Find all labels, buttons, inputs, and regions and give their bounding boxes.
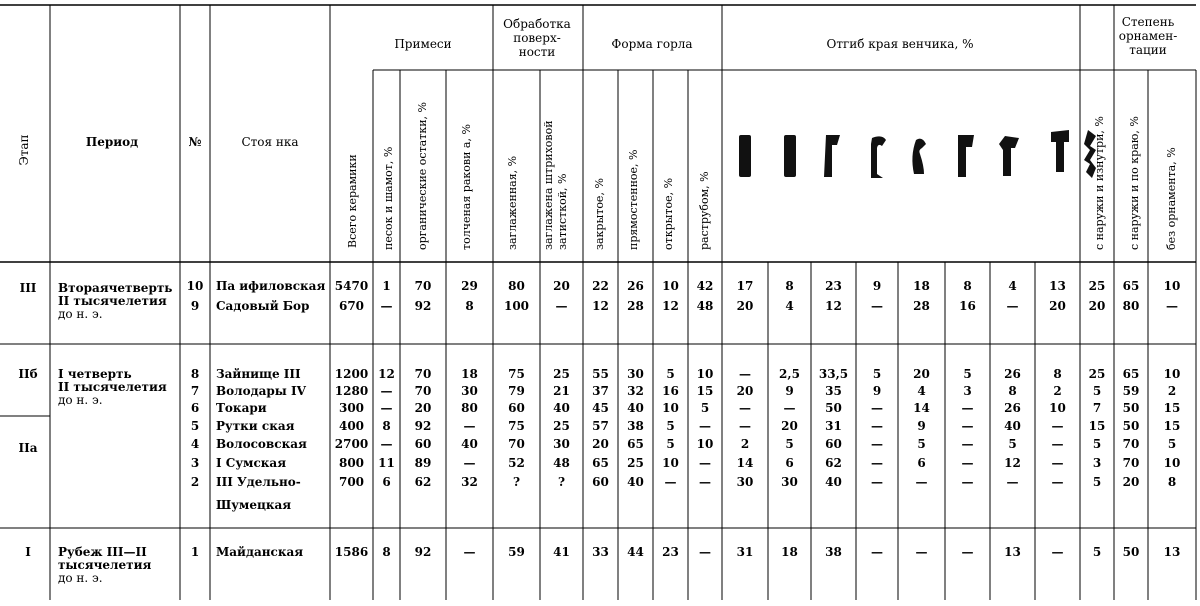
- header-total: Всего керамики: [346, 154, 359, 248]
- data-cell: 1280: [334, 384, 369, 398]
- data-cell: 33,5: [818, 367, 849, 381]
- rim-profile-icon-5: [912, 139, 926, 174]
- data-cell: —: [961, 545, 974, 559]
- data-cell: 55: [592, 367, 609, 381]
- row-number: 3: [190, 456, 200, 470]
- header-admix-sand: песок и шамот, %: [382, 146, 395, 250]
- data-cell: 26: [1004, 401, 1021, 415]
- data-cell: 60: [592, 475, 609, 489]
- header-admix-shell: толченая ракови а, %: [460, 124, 473, 250]
- data-cell: 62: [414, 475, 432, 489]
- data-cell: 40: [1004, 419, 1021, 433]
- data-cell: 16: [662, 384, 679, 398]
- data-cell: —: [1166, 299, 1178, 313]
- data-cell: 40: [825, 475, 842, 489]
- data-cell: 12: [1004, 456, 1021, 470]
- data-cell: 5: [666, 419, 675, 433]
- data-cell: 5: [1092, 475, 1102, 489]
- data-cell: 100: [503, 299, 530, 313]
- header-surface-3: ности: [518, 45, 556, 59]
- data-cell: 48: [696, 299, 714, 313]
- data-cell: 48: [553, 456, 570, 470]
- header-ornament-2: орнамен-: [1118, 29, 1178, 43]
- data-cell: 65: [1122, 279, 1140, 293]
- data-cell: 29: [461, 279, 478, 293]
- data-cell: 7: [1092, 401, 1102, 415]
- data-cell: —: [961, 437, 974, 451]
- data-cell: 15: [696, 384, 714, 398]
- header-ornament-3: тации: [1129, 43, 1167, 57]
- data-cell: 25: [1088, 279, 1106, 293]
- data-cell: 5: [1092, 384, 1102, 398]
- header-admixtures: Примеси: [394, 37, 452, 51]
- data-cell: 5: [1167, 437, 1177, 451]
- data-cell: 20: [414, 401, 432, 415]
- header-ornament-1: Степень: [1121, 15, 1175, 29]
- data-cell: 18: [781, 545, 798, 559]
- row-number: 10: [186, 279, 204, 293]
- data-cell: —: [871, 419, 883, 433]
- data-cell: 92: [414, 545, 432, 559]
- data-cell: 15: [1163, 401, 1181, 415]
- data-cell: 60: [414, 437, 432, 451]
- data-cell: —: [961, 401, 974, 415]
- data-cell: 31: [825, 419, 842, 433]
- data-cell: 8: [382, 419, 391, 433]
- data-cell: 20: [553, 279, 570, 293]
- data-cell: —: [739, 419, 751, 433]
- data-cell: —: [699, 456, 711, 470]
- data-cell: 10: [662, 279, 679, 293]
- data-cell: 65: [627, 437, 644, 451]
- site-name: Майданская: [216, 545, 304, 559]
- table-body: [18, 279, 1180, 585]
- header-rim: Отгиб края венчика, %: [826, 37, 974, 51]
- header-surface-hatched-1: заглажена штриховой: [542, 120, 555, 250]
- row-number: 2: [190, 475, 200, 489]
- data-cell: —: [1051, 545, 1064, 559]
- data-cell: —: [871, 437, 883, 451]
- data-cell: 15: [1163, 419, 1181, 433]
- data-cell: 40: [461, 437, 478, 451]
- data-cell: 20: [1088, 299, 1106, 313]
- rim-profile-icons: [739, 130, 1096, 178]
- data-cell: 1: [382, 279, 391, 293]
- rim-profile-icon-4: [871, 136, 886, 178]
- data-cell: 12: [662, 299, 679, 313]
- data-cell: 8: [1167, 475, 1177, 489]
- data-cell: —: [555, 299, 568, 313]
- data-cell: 2,5: [779, 367, 800, 381]
- data-cell: 3: [963, 384, 972, 398]
- data-cell: —: [463, 419, 476, 433]
- data-cell: 8: [785, 279, 794, 293]
- data-cell: 800: [338, 456, 365, 470]
- site-name: Волосовская: [216, 437, 307, 451]
- data-cell: —: [1006, 475, 1019, 489]
- header-neck-open: открытое, %: [662, 177, 675, 250]
- data-cell: —: [871, 475, 883, 489]
- header-surface-smoothed: заглаженная, %: [506, 155, 519, 250]
- data-cell: 9: [917, 419, 926, 433]
- site-name: Токари: [216, 401, 267, 415]
- data-cell: 44: [627, 545, 644, 559]
- data-cell: —: [961, 456, 974, 470]
- header-orn-edge: с наружи и по краю, %: [1128, 116, 1141, 250]
- data-cell: 23: [825, 279, 842, 293]
- row-number: 1: [190, 545, 200, 559]
- data-cell: 92: [414, 299, 432, 313]
- data-cell: 18: [913, 279, 930, 293]
- data-cell: 4: [1008, 279, 1017, 293]
- data-cell: 38: [825, 545, 842, 559]
- data-cell: 23: [662, 545, 679, 559]
- data-cells: [187, 279, 1181, 559]
- data-cell: 40: [627, 475, 644, 489]
- period-I-line1: Рубеж III—II: [58, 545, 147, 559]
- data-cell: ?: [512, 475, 521, 489]
- site-name: Садовый Бор: [216, 299, 310, 313]
- header-neck-flared: раструбом, %: [698, 171, 711, 250]
- data-cell: 40: [553, 401, 570, 415]
- data-cell: 4: [785, 299, 794, 313]
- row-number: 5: [190, 419, 200, 433]
- data-cell: 62: [825, 456, 842, 470]
- data-cell: 32: [627, 384, 644, 398]
- data-cell: —: [380, 437, 393, 451]
- data-cell: 28: [627, 299, 644, 313]
- data-cell: 5470: [334, 279, 369, 293]
- data-cell: 22: [592, 279, 609, 293]
- row-number: 6: [190, 401, 200, 415]
- data-cell: 10: [696, 437, 714, 451]
- data-cell: 10: [1049, 401, 1066, 415]
- data-cell: 41: [553, 545, 570, 559]
- data-cell: 25: [553, 419, 570, 433]
- data-cell: 70: [508, 437, 525, 451]
- data-cell: 5: [666, 367, 675, 381]
- header-neck-straight: прямостенное, %: [627, 149, 640, 250]
- data-cell: —: [699, 545, 711, 559]
- data-cell: —: [699, 475, 711, 489]
- data-cell: 25: [553, 367, 570, 381]
- data-cell: 50: [1122, 401, 1140, 415]
- data-cell: 50: [825, 401, 842, 415]
- data-cell: 20: [781, 419, 798, 433]
- data-cell: 15: [1088, 419, 1106, 433]
- header-neck-closed: закрытое, %: [593, 178, 606, 250]
- data-cell: —: [380, 299, 393, 313]
- data-cell: 52: [508, 456, 525, 470]
- data-cell: 4: [917, 384, 926, 398]
- data-cell: 5: [1092, 437, 1102, 451]
- data-cell: —: [380, 384, 393, 398]
- data-cell: 2: [1167, 384, 1177, 398]
- data-cell: 60: [825, 437, 842, 451]
- data-cell: —: [664, 475, 677, 489]
- data-cell: 70: [414, 384, 432, 398]
- data-cell: 5: [1008, 437, 1017, 451]
- data-cell: 40: [627, 401, 644, 415]
- data-cell: —: [699, 419, 711, 433]
- data-cell: 79: [508, 384, 525, 398]
- data-cell: 59: [1122, 384, 1140, 398]
- site-name: III Удельно-: [216, 475, 301, 489]
- header-site: Стоя нка: [241, 135, 299, 149]
- data-cell: —: [961, 475, 974, 489]
- data-cell: 8: [382, 545, 391, 559]
- data-cell: 28: [913, 299, 930, 313]
- data-cell: 80: [461, 401, 478, 415]
- period-I-line3: до н. э.: [58, 571, 103, 585]
- data-cell: 30: [736, 475, 754, 489]
- header-orn-both: с наружи и изнутри, %: [1093, 116, 1106, 250]
- data-cell: 2700: [334, 437, 369, 451]
- rim-profile-icon-8: [1051, 130, 1069, 172]
- data-cell: —: [871, 299, 883, 313]
- data-cell: 31: [736, 545, 754, 559]
- data-cell: 70: [414, 279, 432, 293]
- data-cell: 89: [414, 456, 432, 470]
- data-cell: 59: [508, 545, 525, 559]
- data-cell: —: [915, 475, 928, 489]
- data-cell: 1200: [334, 367, 369, 381]
- site-name: I Сумская: [216, 456, 287, 470]
- row-number: 8: [190, 367, 200, 381]
- period-III-line2: II тысячелетия: [58, 294, 167, 308]
- data-cell: 670: [338, 299, 365, 313]
- data-cell: 6: [382, 475, 391, 489]
- data-cell: 13: [1049, 279, 1066, 293]
- period-IIb-line2: II тысячелетия: [58, 380, 167, 394]
- etap-IIa: IIа: [18, 441, 38, 455]
- row-number: 7: [190, 384, 200, 398]
- site-name: Рутки ская: [216, 419, 295, 433]
- data-cell: —: [1051, 456, 1064, 470]
- header-surface-1: Обработка: [503, 17, 571, 31]
- data-cell: —: [380, 401, 393, 415]
- data-cell: 26: [627, 279, 644, 293]
- data-cell: 17: [736, 279, 754, 293]
- data-cell: 5: [785, 437, 794, 451]
- data-cell: —: [463, 456, 476, 470]
- data-cell: 1586: [334, 545, 369, 559]
- data-cell: 30: [627, 367, 644, 381]
- data-cell: 45: [592, 401, 609, 415]
- data-cell: 30: [461, 384, 478, 398]
- data-cell: —: [463, 545, 476, 559]
- data-cell: —: [1051, 419, 1064, 433]
- data-cell: 26: [1004, 367, 1021, 381]
- data-cell: —: [783, 401, 796, 415]
- data-cell: 10: [1163, 367, 1181, 381]
- data-cell: 42: [696, 279, 714, 293]
- data-cell: 12: [592, 299, 609, 313]
- header-period: Период: [85, 135, 139, 149]
- header-neck: Форма горла: [611, 37, 693, 51]
- data-cell: 12: [378, 367, 395, 381]
- data-cell: 13: [1163, 545, 1181, 559]
- header-admix-organic: органические остатки, %: [416, 102, 429, 250]
- data-cell: 32: [461, 475, 478, 489]
- data-cell: —: [871, 456, 883, 470]
- data-cell: 10: [1163, 456, 1181, 470]
- data-cell: 5: [872, 367, 882, 381]
- data-cell: 80: [1122, 299, 1140, 313]
- data-cell: 30: [553, 437, 570, 451]
- data-cell: 37: [592, 384, 609, 398]
- data-cell: —: [1051, 437, 1064, 451]
- data-cell: 700: [338, 475, 365, 489]
- data-cell: 92: [414, 419, 432, 433]
- data-cell: 14: [913, 401, 930, 415]
- site-name: Зайнище III: [216, 367, 301, 381]
- etap-III: III: [19, 281, 37, 295]
- data-cell: 5: [666, 437, 675, 451]
- data-cell: 75: [508, 419, 525, 433]
- data-cell: 10: [662, 456, 679, 470]
- data-cell: —: [915, 545, 928, 559]
- data-cell: 70: [1122, 437, 1140, 451]
- data-cell: 25: [627, 456, 644, 470]
- data-cell: 14: [736, 456, 754, 470]
- data-cell: 5: [1092, 545, 1102, 559]
- data-cell: 5: [963, 367, 972, 381]
- period-III-line3: до н. э.: [58, 307, 103, 321]
- data-cell: 20: [1122, 475, 1140, 489]
- site-continuation: Шумецкая: [216, 498, 292, 512]
- data-cell: 70: [414, 367, 432, 381]
- data-cell: 20: [1049, 299, 1066, 313]
- data-cell: 35: [825, 384, 842, 398]
- data-cell: 18: [461, 367, 478, 381]
- data-cell: 10: [662, 401, 679, 415]
- data-cell: 57: [592, 419, 609, 433]
- data-cell: 30: [781, 475, 798, 489]
- data-cell: 33: [592, 545, 609, 559]
- data-cell: 20: [736, 299, 754, 313]
- data-cell: 38: [627, 419, 644, 433]
- data-cell: 80: [508, 279, 525, 293]
- data-cell: 2: [740, 437, 750, 451]
- data-cell: 25: [1088, 367, 1106, 381]
- data-cell: 5: [700, 401, 710, 415]
- header-number: №: [188, 135, 202, 149]
- data-cell: 11: [378, 456, 395, 470]
- data-cell: 400: [338, 419, 365, 433]
- data-cell: 75: [508, 367, 525, 381]
- data-cell: 21: [553, 384, 570, 398]
- data-cell: —: [1006, 299, 1019, 313]
- data-cell: 6: [785, 456, 794, 470]
- rim-profile-icon-2: [784, 135, 796, 177]
- rim-profile-icon-7: [999, 136, 1019, 176]
- data-cell: 10: [696, 367, 714, 381]
- row-number: 4: [190, 437, 200, 451]
- data-cell: —: [739, 367, 751, 381]
- data-cell: —: [739, 401, 751, 415]
- data-cell: 20: [913, 367, 930, 381]
- data-cell: 20: [592, 437, 609, 451]
- data-cell: 13: [1004, 545, 1021, 559]
- period-IIb-line3: до н. э.: [58, 393, 103, 407]
- data-cell: 8: [1053, 367, 1062, 381]
- etap-IIb: IIб: [18, 367, 38, 381]
- data-cell: 9: [872, 384, 882, 398]
- header-orn-none: без орнамента, %: [1165, 147, 1178, 250]
- data-cell: 20: [736, 384, 754, 398]
- data-cell: 50: [1122, 419, 1140, 433]
- data-cell: 9: [785, 384, 794, 398]
- data-cell: 8: [1008, 384, 1017, 398]
- data-cell: —: [961, 419, 974, 433]
- data-cell: 3: [1092, 456, 1102, 470]
- site-name: Па ифиловская: [216, 279, 326, 293]
- data-cell: 50: [1122, 545, 1140, 559]
- data-cell: ?: [557, 475, 566, 489]
- data-cell: 2: [1053, 384, 1062, 398]
- data-cell: 60: [508, 401, 525, 415]
- data-cell: —: [871, 545, 883, 559]
- data-cell: —: [871, 401, 883, 415]
- data-cell: 8: [465, 299, 474, 313]
- rim-profile-icon-3: [824, 135, 840, 177]
- period-IIb-line1: I четверть: [58, 367, 132, 381]
- data-cell: 16: [959, 299, 976, 313]
- period-III-line1: Втораячетверть: [58, 281, 173, 295]
- period-I-line2: тысячелетия: [58, 558, 152, 572]
- data-cell: 300: [338, 401, 365, 415]
- data-cell: 70: [1122, 456, 1140, 470]
- data-cell: 9: [872, 279, 882, 293]
- header-etap: Этап: [17, 134, 31, 166]
- header-surface-2: поверх-: [513, 31, 561, 45]
- rim-profile-icon-6: [958, 135, 974, 177]
- data-cell: 5: [917, 437, 926, 451]
- data-cell: 6: [917, 456, 926, 470]
- etap-I: I: [25, 545, 31, 559]
- data-cell: 65: [592, 456, 609, 470]
- data-cell: 10: [1163, 279, 1181, 293]
- rim-profile-icon-1: [739, 135, 751, 177]
- table-header: [17, 15, 1178, 250]
- data-cell: 12: [825, 299, 842, 313]
- data-cell: —: [1051, 475, 1064, 489]
- header-surface-hatched-2: затисткой, %: [556, 173, 569, 250]
- data-cell: 8: [963, 279, 972, 293]
- data-cell: 65: [1122, 367, 1140, 381]
- site-name: Володары IV: [216, 384, 306, 398]
- row-number: 9: [190, 299, 200, 313]
